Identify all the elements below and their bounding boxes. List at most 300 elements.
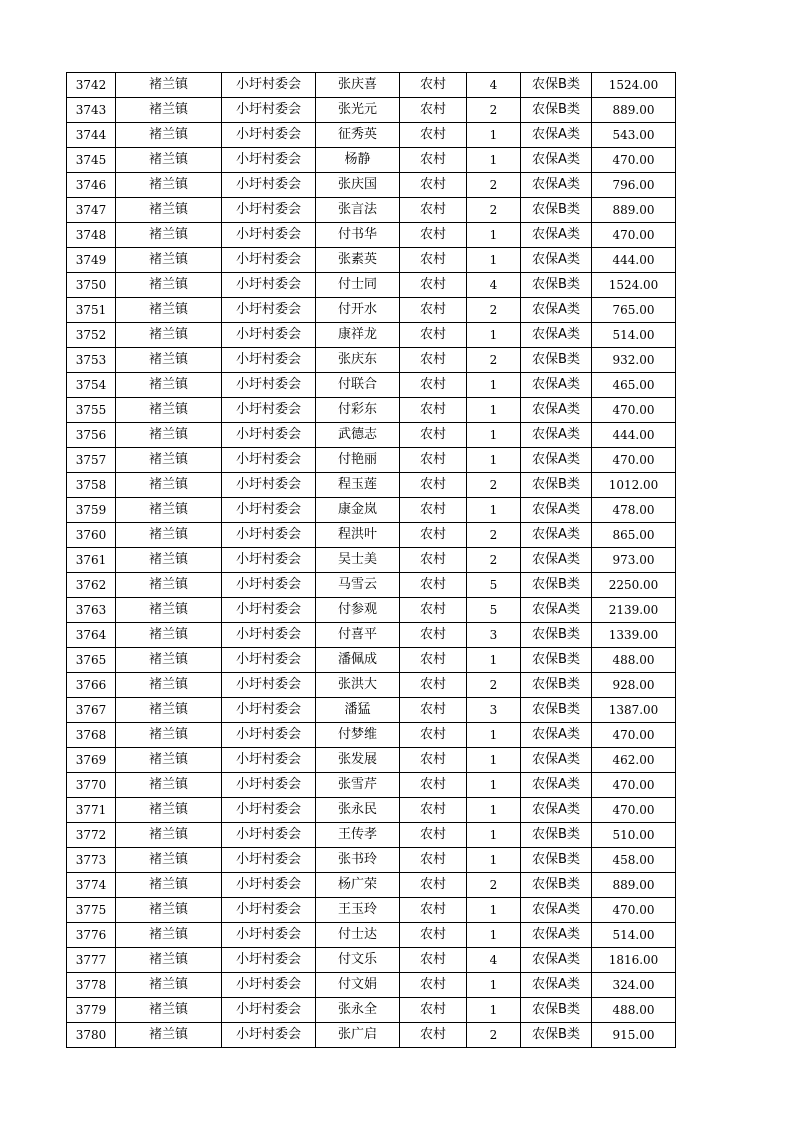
name-cell: 马雪云 [316, 573, 400, 598]
name-cell: 付梦维 [316, 723, 400, 748]
name-cell: 张言法 [316, 198, 400, 223]
row-number-cell: 3775 [67, 898, 116, 923]
member-count-cell: 1 [467, 773, 521, 798]
table-row [67, 948, 676, 973]
town-cell: 褚兰镇 [116, 748, 222, 773]
name-cell: 程玉莲 [316, 473, 400, 498]
category-cell: 农保B类 [521, 473, 592, 498]
village-committee-cell: 小圩村委会 [222, 223, 316, 248]
table-row [67, 73, 676, 98]
town-cell: 褚兰镇 [116, 673, 222, 698]
category-cell: 农保A类 [521, 223, 592, 248]
village-committee-cell: 小圩村委会 [222, 673, 316, 698]
amount-cell: 889.00 [592, 98, 676, 123]
category-cell: 农保B类 [521, 198, 592, 223]
category-cell: 农保B类 [521, 648, 592, 673]
household-type-cell: 农村 [400, 73, 467, 98]
member-count-cell: 2 [467, 873, 521, 898]
household-type-cell: 农村 [400, 823, 467, 848]
name-cell: 征秀英 [316, 123, 400, 148]
row-number-cell: 3765 [67, 648, 116, 673]
category-cell: 农保A类 [521, 123, 592, 148]
row-number-cell: 3778 [67, 973, 116, 998]
village-committee-cell: 小圩村委会 [222, 548, 316, 573]
name-cell: 潘猛 [316, 698, 400, 723]
town-cell: 褚兰镇 [116, 73, 222, 98]
household-type-cell: 农村 [400, 373, 467, 398]
household-type-cell: 农村 [400, 423, 467, 448]
amount-cell: 865.00 [592, 523, 676, 548]
village-committee-cell: 小圩村委会 [222, 473, 316, 498]
village-committee-cell: 小圩村委会 [222, 448, 316, 473]
village-committee-cell: 小圩村委会 [222, 598, 316, 623]
village-committee-cell: 小圩村委会 [222, 973, 316, 998]
amount-cell: 462.00 [592, 748, 676, 773]
town-cell: 褚兰镇 [116, 598, 222, 623]
household-type-cell: 农村 [400, 598, 467, 623]
household-type-cell: 农村 [400, 773, 467, 798]
member-count-cell: 1 [467, 923, 521, 948]
table-row [67, 398, 676, 423]
table-row [67, 98, 676, 123]
row-number-cell: 3776 [67, 923, 116, 948]
table-row [67, 223, 676, 248]
table-row [67, 848, 676, 873]
amount-cell: 470.00 [592, 723, 676, 748]
name-cell: 付开水 [316, 298, 400, 323]
table-row [67, 673, 676, 698]
subsidy-table [66, 72, 676, 1048]
village-committee-cell: 小圩村委会 [222, 498, 316, 523]
town-cell: 褚兰镇 [116, 98, 222, 123]
household-type-cell: 农村 [400, 548, 467, 573]
amount-cell: 478.00 [592, 498, 676, 523]
row-number-cell: 3764 [67, 623, 116, 648]
name-cell: 付参观 [316, 598, 400, 623]
name-cell: 张素英 [316, 248, 400, 273]
name-cell: 王传孝 [316, 823, 400, 848]
village-committee-cell: 小圩村委会 [222, 398, 316, 423]
table-row [67, 1023, 676, 1048]
table-row [67, 723, 676, 748]
village-committee-cell: 小圩村委会 [222, 648, 316, 673]
amount-cell: 2250.00 [592, 573, 676, 598]
town-cell: 褚兰镇 [116, 298, 222, 323]
category-cell: 农保B类 [521, 98, 592, 123]
household-type-cell: 农村 [400, 723, 467, 748]
village-committee-cell: 小圩村委会 [222, 823, 316, 848]
row-number-cell: 3768 [67, 723, 116, 748]
member-count-cell: 3 [467, 623, 521, 648]
name-cell: 张书玲 [316, 848, 400, 873]
table-row [67, 598, 676, 623]
town-cell: 褚兰镇 [116, 948, 222, 973]
town-cell: 褚兰镇 [116, 923, 222, 948]
amount-cell: 458.00 [592, 848, 676, 873]
row-number-cell: 3756 [67, 423, 116, 448]
table-row [67, 573, 676, 598]
row-number-cell: 3767 [67, 698, 116, 723]
member-count-cell: 1 [467, 123, 521, 148]
table-body [67, 73, 676, 1048]
town-cell: 褚兰镇 [116, 148, 222, 173]
member-count-cell: 1 [467, 823, 521, 848]
household-type-cell: 农村 [400, 623, 467, 648]
name-cell: 武德志 [316, 423, 400, 448]
amount-cell: 796.00 [592, 173, 676, 198]
table-row [67, 248, 676, 273]
village-committee-cell: 小圩村委会 [222, 998, 316, 1023]
category-cell: 农保B类 [521, 673, 592, 698]
name-cell: 杨静 [316, 148, 400, 173]
category-cell: 农保B类 [521, 73, 592, 98]
amount-cell: 470.00 [592, 223, 676, 248]
category-cell: 农保A类 [521, 598, 592, 623]
town-cell: 褚兰镇 [116, 648, 222, 673]
category-cell: 农保A类 [521, 773, 592, 798]
household-type-cell: 农村 [400, 123, 467, 148]
name-cell: 付文乐 [316, 948, 400, 973]
table-row [67, 148, 676, 173]
name-cell: 张永民 [316, 798, 400, 823]
town-cell: 褚兰镇 [116, 848, 222, 873]
row-number-cell: 3754 [67, 373, 116, 398]
name-cell: 付士同 [316, 273, 400, 298]
member-count-cell: 1 [467, 848, 521, 873]
category-cell: 农保A类 [521, 898, 592, 923]
household-type-cell: 农村 [400, 448, 467, 473]
household-type-cell: 农村 [400, 748, 467, 773]
category-cell: 农保A类 [521, 798, 592, 823]
town-cell: 褚兰镇 [116, 798, 222, 823]
village-committee-cell: 小圩村委会 [222, 98, 316, 123]
table-row [67, 923, 676, 948]
category-cell: 农保B类 [521, 848, 592, 873]
member-count-cell: 1 [467, 223, 521, 248]
member-count-cell: 3 [467, 698, 521, 723]
town-cell: 褚兰镇 [116, 323, 222, 348]
town-cell: 褚兰镇 [116, 823, 222, 848]
village-committee-cell: 小圩村委会 [222, 848, 316, 873]
household-type-cell: 农村 [400, 648, 467, 673]
member-count-cell: 1 [467, 448, 521, 473]
village-committee-cell: 小圩村委会 [222, 773, 316, 798]
name-cell: 张光元 [316, 98, 400, 123]
category-cell: 农保B类 [521, 873, 592, 898]
table-row [67, 373, 676, 398]
household-type-cell: 农村 [400, 698, 467, 723]
town-cell: 褚兰镇 [116, 873, 222, 898]
member-count-cell: 1 [467, 323, 521, 348]
amount-cell: 465.00 [592, 373, 676, 398]
village-committee-cell: 小圩村委会 [222, 73, 316, 98]
category-cell: 农保A类 [521, 948, 592, 973]
village-committee-cell: 小圩村委会 [222, 798, 316, 823]
member-count-cell: 2 [467, 548, 521, 573]
member-count-cell: 1 [467, 723, 521, 748]
town-cell: 褚兰镇 [116, 473, 222, 498]
table-row [67, 173, 676, 198]
amount-cell: 928.00 [592, 673, 676, 698]
village-committee-cell: 小圩村委会 [222, 198, 316, 223]
member-count-cell: 1 [467, 798, 521, 823]
category-cell: 农保B类 [521, 348, 592, 373]
household-type-cell: 农村 [400, 898, 467, 923]
town-cell: 褚兰镇 [116, 398, 222, 423]
table-row [67, 823, 676, 848]
member-count-cell: 1 [467, 498, 521, 523]
member-count-cell: 1 [467, 898, 521, 923]
category-cell: 农保B类 [521, 623, 592, 648]
category-cell: 农保A类 [521, 173, 592, 198]
town-cell: 褚兰镇 [116, 523, 222, 548]
amount-cell: 889.00 [592, 198, 676, 223]
category-cell: 农保A类 [521, 923, 592, 948]
category-cell: 农保B类 [521, 998, 592, 1023]
amount-cell: 514.00 [592, 323, 676, 348]
table-row [67, 298, 676, 323]
town-cell: 褚兰镇 [116, 998, 222, 1023]
row-number-cell: 3772 [67, 823, 116, 848]
table-row [67, 873, 676, 898]
amount-cell: 973.00 [592, 548, 676, 573]
village-committee-cell: 小圩村委会 [222, 298, 316, 323]
row-number-cell: 3742 [67, 73, 116, 98]
name-cell: 潘佩成 [316, 648, 400, 673]
member-count-cell: 2 [467, 473, 521, 498]
household-type-cell: 农村 [400, 673, 467, 698]
amount-cell: 444.00 [592, 248, 676, 273]
household-type-cell: 农村 [400, 1023, 467, 1048]
household-type-cell: 农村 [400, 498, 467, 523]
category-cell: 农保A类 [521, 498, 592, 523]
village-committee-cell: 小圩村委会 [222, 898, 316, 923]
name-cell: 张庆国 [316, 173, 400, 198]
amount-cell: 470.00 [592, 448, 676, 473]
table-row [67, 973, 676, 998]
member-count-cell: 1 [467, 248, 521, 273]
amount-cell: 915.00 [592, 1023, 676, 1048]
member-count-cell: 1 [467, 648, 521, 673]
name-cell: 付喜平 [316, 623, 400, 648]
category-cell: 农保A类 [521, 448, 592, 473]
name-cell: 付彩东 [316, 398, 400, 423]
town-cell: 褚兰镇 [116, 123, 222, 148]
amount-cell: 444.00 [592, 423, 676, 448]
household-type-cell: 农村 [400, 998, 467, 1023]
town-cell: 褚兰镇 [116, 773, 222, 798]
amount-cell: 470.00 [592, 148, 676, 173]
household-type-cell: 农村 [400, 923, 467, 948]
row-number-cell: 3766 [67, 673, 116, 698]
town-cell: 褚兰镇 [116, 973, 222, 998]
town-cell: 褚兰镇 [116, 348, 222, 373]
row-number-cell: 3763 [67, 598, 116, 623]
table-row [67, 898, 676, 923]
town-cell: 褚兰镇 [116, 723, 222, 748]
amount-cell: 470.00 [592, 398, 676, 423]
village-committee-cell: 小圩村委会 [222, 273, 316, 298]
member-count-cell: 1 [467, 148, 521, 173]
row-number-cell: 3770 [67, 773, 116, 798]
row-number-cell: 3751 [67, 298, 116, 323]
name-cell: 吴士美 [316, 548, 400, 573]
table-row [67, 423, 676, 448]
village-committee-cell: 小圩村委会 [222, 948, 316, 973]
row-number-cell: 3777 [67, 948, 116, 973]
category-cell: 农保A类 [521, 973, 592, 998]
village-committee-cell: 小圩村委会 [222, 623, 316, 648]
table-row [67, 198, 676, 223]
household-type-cell: 农村 [400, 323, 467, 348]
name-cell: 程洪叶 [316, 523, 400, 548]
town-cell: 褚兰镇 [116, 198, 222, 223]
village-committee-cell: 小圩村委会 [222, 923, 316, 948]
amount-cell: 510.00 [592, 823, 676, 848]
table-row [67, 548, 676, 573]
row-number-cell: 3760 [67, 523, 116, 548]
table-row [67, 798, 676, 823]
name-cell: 张庆东 [316, 348, 400, 373]
row-number-cell: 3744 [67, 123, 116, 148]
household-type-cell: 农村 [400, 173, 467, 198]
village-committee-cell: 小圩村委会 [222, 723, 316, 748]
town-cell: 褚兰镇 [116, 898, 222, 923]
name-cell: 康祥龙 [316, 323, 400, 348]
name-cell: 付书华 [316, 223, 400, 248]
village-committee-cell: 小圩村委会 [222, 1023, 316, 1048]
name-cell: 张广启 [316, 1023, 400, 1048]
household-type-cell: 农村 [400, 298, 467, 323]
household-type-cell: 农村 [400, 148, 467, 173]
member-count-cell: 1 [467, 423, 521, 448]
name-cell: 康金岚 [316, 498, 400, 523]
member-count-cell: 1 [467, 398, 521, 423]
name-cell: 付文娟 [316, 973, 400, 998]
town-cell: 褚兰镇 [116, 448, 222, 473]
household-type-cell: 农村 [400, 573, 467, 598]
amount-cell: 324.00 [592, 973, 676, 998]
village-committee-cell: 小圩村委会 [222, 748, 316, 773]
amount-cell: 470.00 [592, 898, 676, 923]
town-cell: 褚兰镇 [116, 573, 222, 598]
household-type-cell: 农村 [400, 273, 467, 298]
row-number-cell: 3743 [67, 98, 116, 123]
amount-cell: 1524.00 [592, 273, 676, 298]
town-cell: 褚兰镇 [116, 223, 222, 248]
table-row [67, 748, 676, 773]
amount-cell: 488.00 [592, 648, 676, 673]
household-type-cell: 农村 [400, 798, 467, 823]
category-cell: 农保A类 [521, 148, 592, 173]
row-number-cell: 3745 [67, 148, 116, 173]
name-cell: 付联合 [316, 373, 400, 398]
amount-cell: 765.00 [592, 298, 676, 323]
member-count-cell: 2 [467, 673, 521, 698]
row-number-cell: 3747 [67, 198, 116, 223]
table-row [67, 273, 676, 298]
category-cell: 农保B类 [521, 823, 592, 848]
category-cell: 农保B类 [521, 573, 592, 598]
village-committee-cell: 小圩村委会 [222, 573, 316, 598]
row-number-cell: 3759 [67, 498, 116, 523]
name-cell: 张雪芹 [316, 773, 400, 798]
household-type-cell: 农村 [400, 348, 467, 373]
row-number-cell: 3771 [67, 798, 116, 823]
town-cell: 褚兰镇 [116, 248, 222, 273]
category-cell: 农保A类 [521, 748, 592, 773]
member-count-cell: 2 [467, 98, 521, 123]
town-cell: 褚兰镇 [116, 698, 222, 723]
amount-cell: 470.00 [592, 773, 676, 798]
household-type-cell: 农村 [400, 848, 467, 873]
amount-cell: 488.00 [592, 998, 676, 1023]
member-count-cell: 4 [467, 73, 521, 98]
name-cell: 王玉玲 [316, 898, 400, 923]
member-count-cell: 5 [467, 573, 521, 598]
household-type-cell: 农村 [400, 873, 467, 898]
village-committee-cell: 小圩村委会 [222, 123, 316, 148]
member-count-cell: 1 [467, 748, 521, 773]
village-committee-cell: 小圩村委会 [222, 373, 316, 398]
row-number-cell: 3748 [67, 223, 116, 248]
household-type-cell: 农村 [400, 223, 467, 248]
village-committee-cell: 小圩村委会 [222, 523, 316, 548]
row-number-cell: 3762 [67, 573, 116, 598]
name-cell: 付艳丽 [316, 448, 400, 473]
table-row [67, 648, 676, 673]
name-cell: 张永全 [316, 998, 400, 1023]
household-type-cell: 农村 [400, 973, 467, 998]
member-count-cell: 2 [467, 523, 521, 548]
row-number-cell: 3758 [67, 473, 116, 498]
table-row [67, 698, 676, 723]
name-cell: 张发展 [316, 748, 400, 773]
amount-cell: 470.00 [592, 798, 676, 823]
town-cell: 褚兰镇 [116, 548, 222, 573]
category-cell: 农保A类 [521, 723, 592, 748]
category-cell: 农保A类 [521, 298, 592, 323]
amount-cell: 932.00 [592, 348, 676, 373]
member-count-cell: 2 [467, 348, 521, 373]
household-type-cell: 农村 [400, 473, 467, 498]
town-cell: 褚兰镇 [116, 498, 222, 523]
member-count-cell: 4 [467, 948, 521, 973]
town-cell: 褚兰镇 [116, 373, 222, 398]
town-cell: 褚兰镇 [116, 423, 222, 448]
amount-cell: 543.00 [592, 123, 676, 148]
row-number-cell: 3752 [67, 323, 116, 348]
member-count-cell: 2 [467, 198, 521, 223]
category-cell: 农保A类 [521, 248, 592, 273]
village-committee-cell: 小圩村委会 [222, 698, 316, 723]
amount-cell: 1816.00 [592, 948, 676, 973]
amount-cell: 889.00 [592, 873, 676, 898]
village-committee-cell: 小圩村委会 [222, 173, 316, 198]
town-cell: 褚兰镇 [116, 623, 222, 648]
amount-cell: 1012.00 [592, 473, 676, 498]
category-cell: 农保A类 [521, 548, 592, 573]
row-number-cell: 3749 [67, 248, 116, 273]
member-count-cell: 1 [467, 973, 521, 998]
category-cell: 农保B类 [521, 273, 592, 298]
member-count-cell: 4 [467, 273, 521, 298]
member-count-cell: 1 [467, 373, 521, 398]
category-cell: 农保A类 [521, 423, 592, 448]
table-row [67, 473, 676, 498]
household-type-cell: 农村 [400, 523, 467, 548]
table-row [67, 498, 676, 523]
